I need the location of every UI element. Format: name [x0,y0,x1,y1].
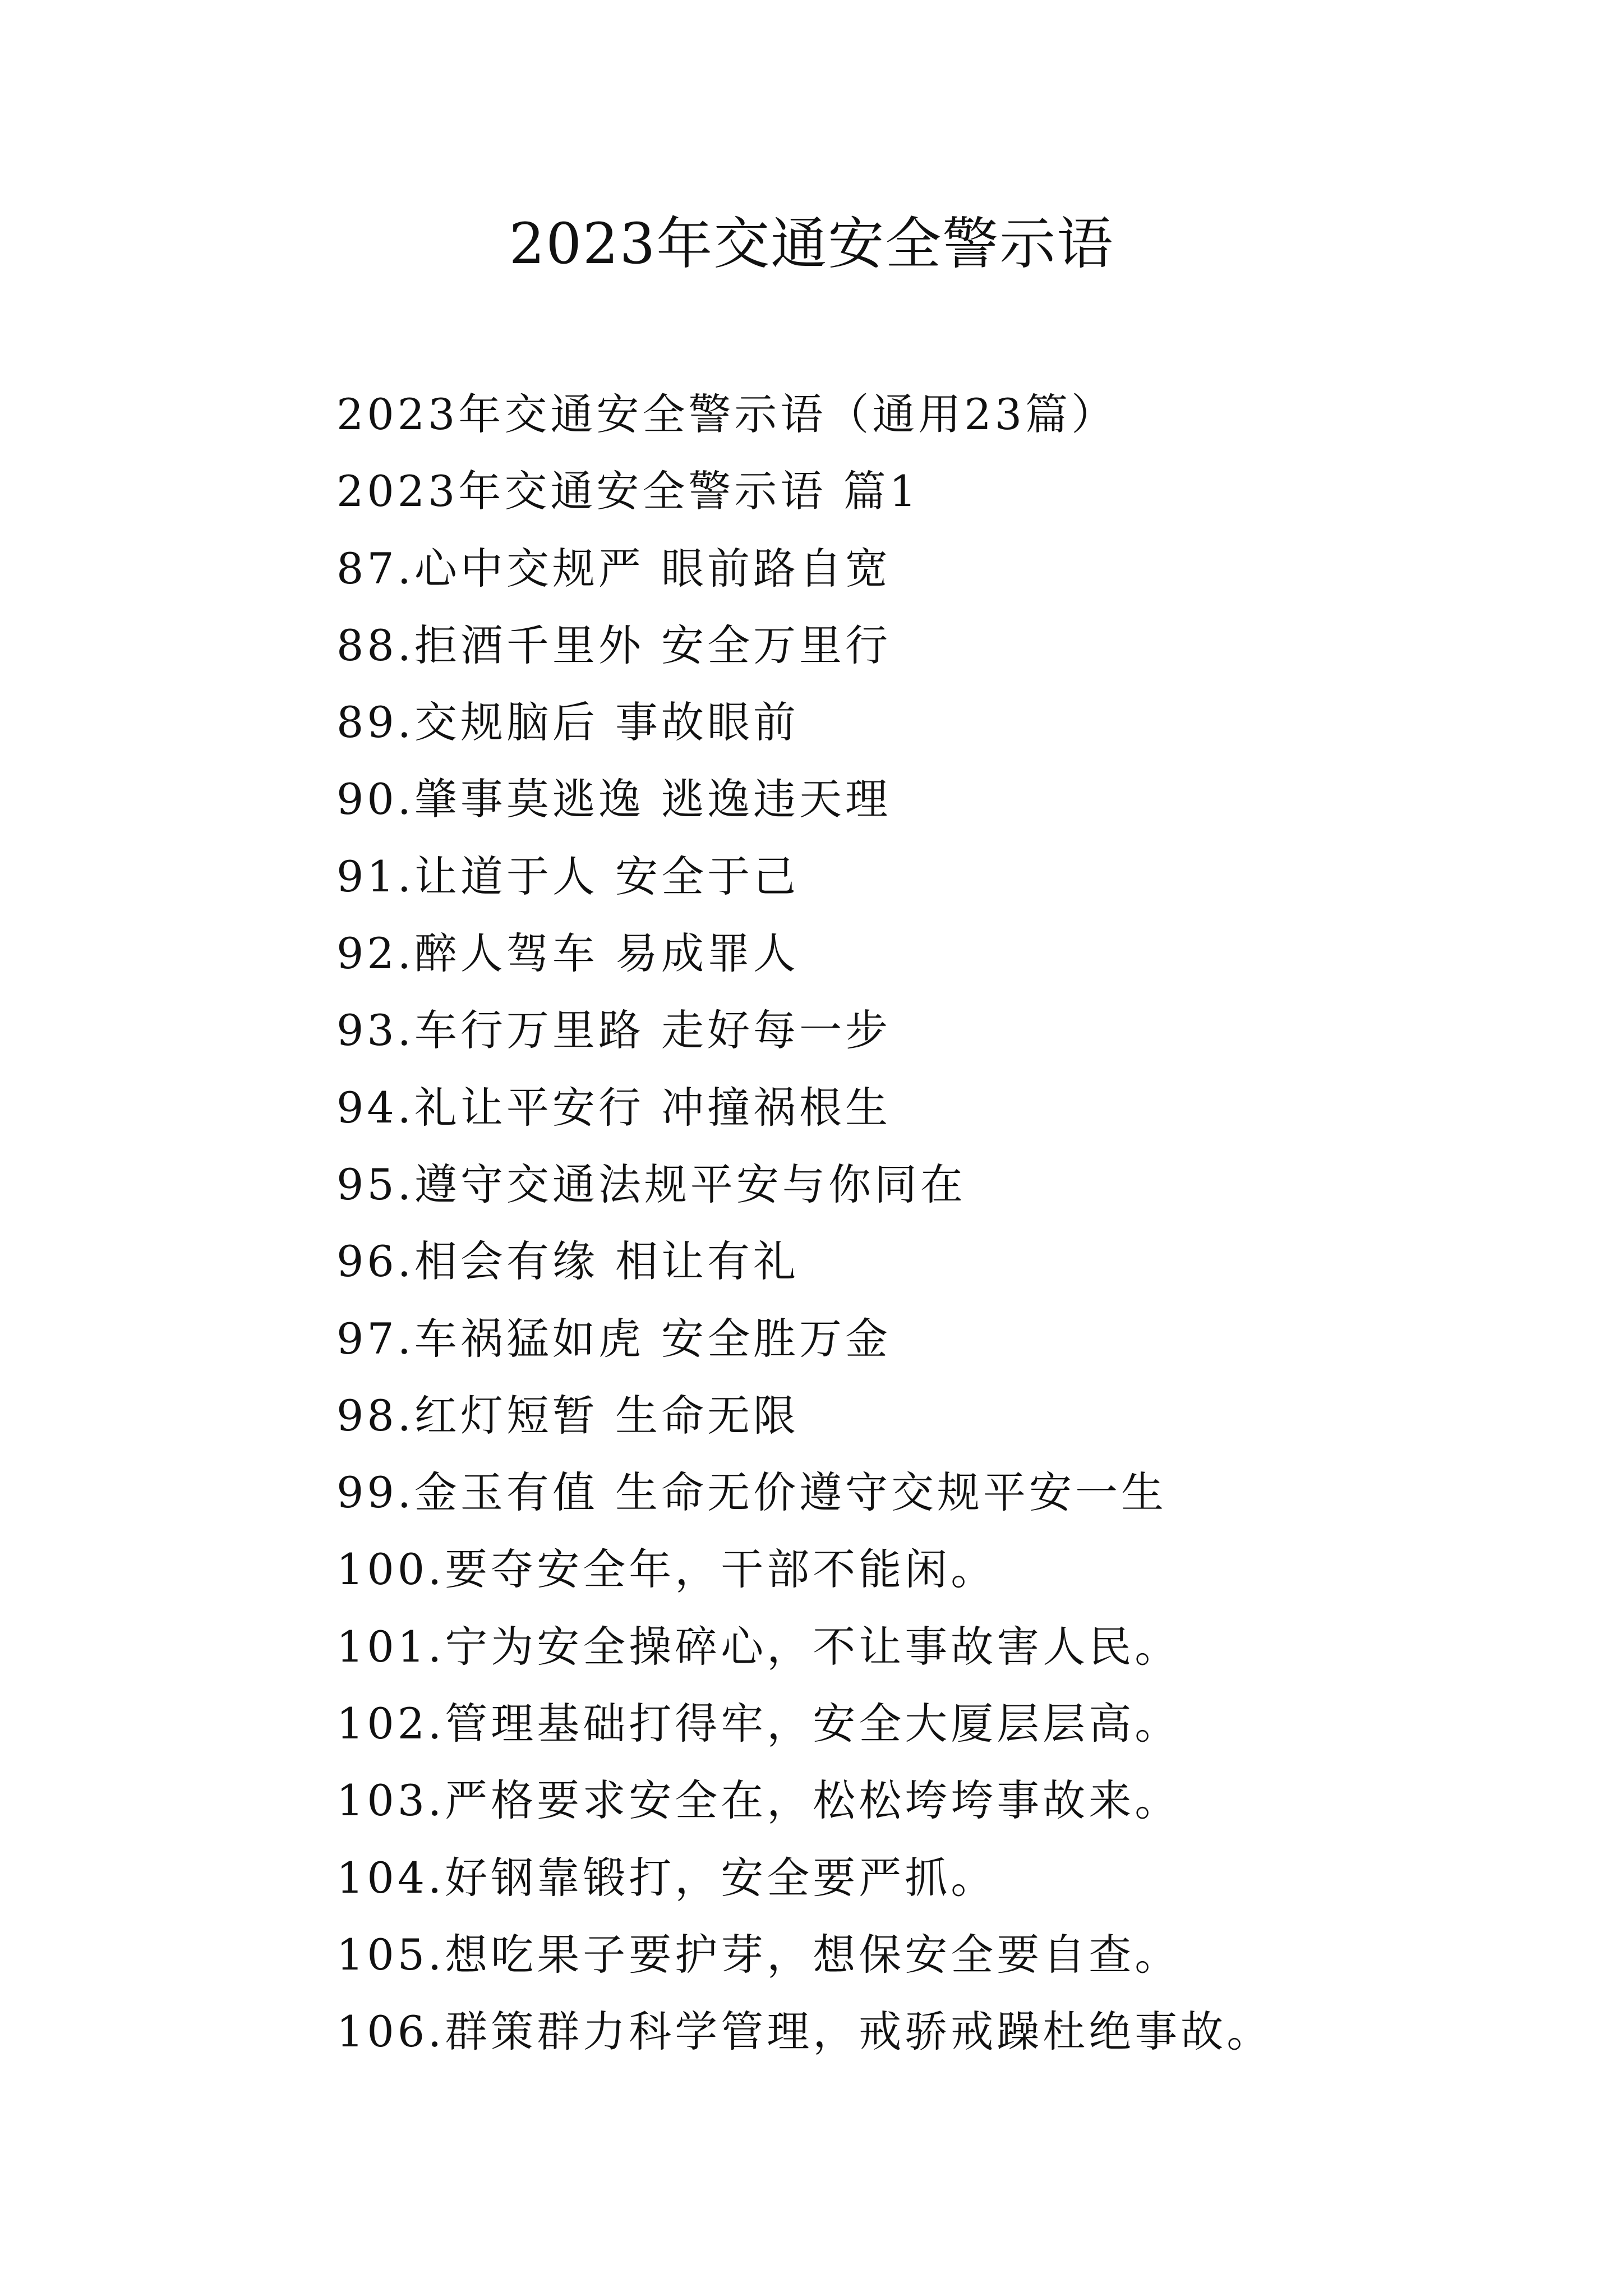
list-item: 101.宁为安全操碎心，不让事故害人民。 [336,1621,1181,1672]
subtitle-line: 2023年交通安全警示语（通用23篇） [336,389,1118,439]
list-item: 88.拒酒千里外 安全万里行 [336,620,892,670]
list-item: 98.红灯短暂 生命无限 [336,1390,800,1441]
section-heading: 2023年交通安全警示语 篇1 [336,466,920,517]
list-item: 106.群策群力科学管理，戒骄戒躁杜绝事故。 [336,2007,1273,2057]
list-item: 94.礼让平安行 冲撞祸根生 [336,1082,892,1133]
slogan-list [336,376,1570,2070]
list-item: 89.交规脑后 事故眼前 [336,697,800,748]
list-item: 103.严格要求安全在，松松垮垮事故来。 [336,1775,1181,1826]
list-item: 92.醉人驾车 易成罪人 [336,928,800,979]
document-title: 2023年交通安全警示语 [509,211,1114,277]
list-item: 104.好钢靠锻打，安全要严抓。 [336,1852,997,1903]
list-item: 95.遵守交通法规平安与你同在 [336,1159,966,1209]
list-item: 100.要夺安全年，干部不能闲。 [336,1544,997,1595]
list-item: 90.肇事莫逃逸 逃逸违天理 [336,774,892,825]
list-item: 96.相会有缘 相让有礼 [336,1236,800,1287]
list-item: 105.想吃果子要护芽，想保安全要自查。 [336,1929,1181,1980]
list-item: 99.金玉有值 生命无价遵守交规平安一生 [336,1467,1168,1518]
list-item: 102.管理基础打得牢，安全大厦层层高。 [336,1699,1181,1749]
list-item: 91.让道于人 安全于己 [336,851,800,901]
list-item: 87.心中交规严 眼前路自宽 [336,543,892,593]
list-item: 93.车行万里路 走好每一步 [336,1005,892,1056]
list-item: 97.车祸猛如虎 安全胜万金 [336,1313,892,1364]
